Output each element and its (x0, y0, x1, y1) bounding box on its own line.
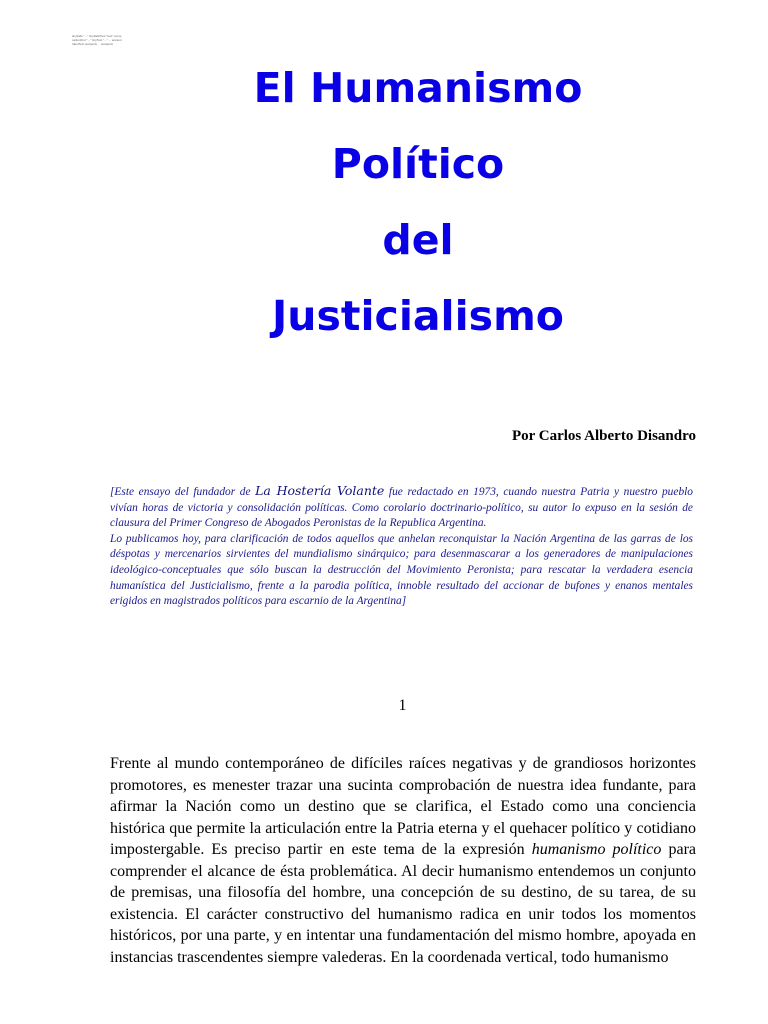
author-byline: Por Carlos Alberto Disandro (511, 428, 696, 444)
corner-note: tinyItalic "..." tinyItalicText "text" compositionFmt "..." tinyText "..." ... ancientIdentText text(end) ... text(end) (72, 34, 122, 46)
body-text-segment: Frente al mundo contemporáneo de difíciles raíces negativas y de grandiosos horizontes promotores, es menester trazar una sucinta comprobación de nuestra idea fundante, para afirmar la Nación como un destino que se clarifica, el Estado como una conciencia histórica que permite la articulación entre la Patria eterna y el quehacer político y cotidiano impostergable. Es preciso partir en este tema de la expresión (110, 755, 696, 858)
document-title (0, 50, 768, 354)
emphasis-text: humanismo político (531, 841, 662, 858)
brand-name: La Hostería Volante (255, 483, 385, 498)
body-text (110, 753, 696, 968)
title-line: Justicialismo (272, 292, 564, 340)
intro-text: fue redactado en 1973, cuando nuestra Patria y nuestro pueblo vivían horas de victoria y consolidación políticas. Como corolario doctrinario-político, su autor lo expuso en la sesión de clausura del Primer Congreso de Abogados Peronistas de la Republica Argentina. (110, 486, 693, 530)
body-text-segment: para comprender el alcance de ésta problemática. Al decir humanismo entendemos un conjunto de premisas, una filosofía del hombre, una concepción de su destino, de su tarea, de su existencia. El carácter constructivo del humanismo radica en unir todos los momentos históricos, por una parte, y en intentar una fundamentación del mismo hombre, apoyada en instancias trascendentes siempre valederas. En la coordenada vertical, todo humanismo (110, 841, 697, 966)
title-line: del (382, 216, 454, 264)
body-paragraph (110, 753, 696, 968)
intro-text: [Este ensayo del fundador de (110, 486, 256, 498)
intro-paragraph (110, 483, 693, 532)
section-number: 1 (398, 697, 407, 714)
editorial-intro (110, 483, 693, 610)
title-line: Político (331, 140, 505, 188)
title-line: El Humanismo (253, 64, 583, 112)
intro-paragraph: Lo publicamos hoy, para clarificación de todos aquellos que anhelan reconquistar la Nación Argentina de las garras de los déspotas y mercenarios sirvientes del mundialismo sinárquico; para desenmascarar a los generadores de manipulaciones ideológico-conceptuales que sólo buscan la destrucción del Movimiento Peronista; para rescatar la verdadera esencia humanística del Justicialismo, frente a la parodia política, innoble resultado del accionar de bufones y enanos mentales erigidos en magistrados políticos para escarnio de la Argentina] (110, 532, 693, 608)
